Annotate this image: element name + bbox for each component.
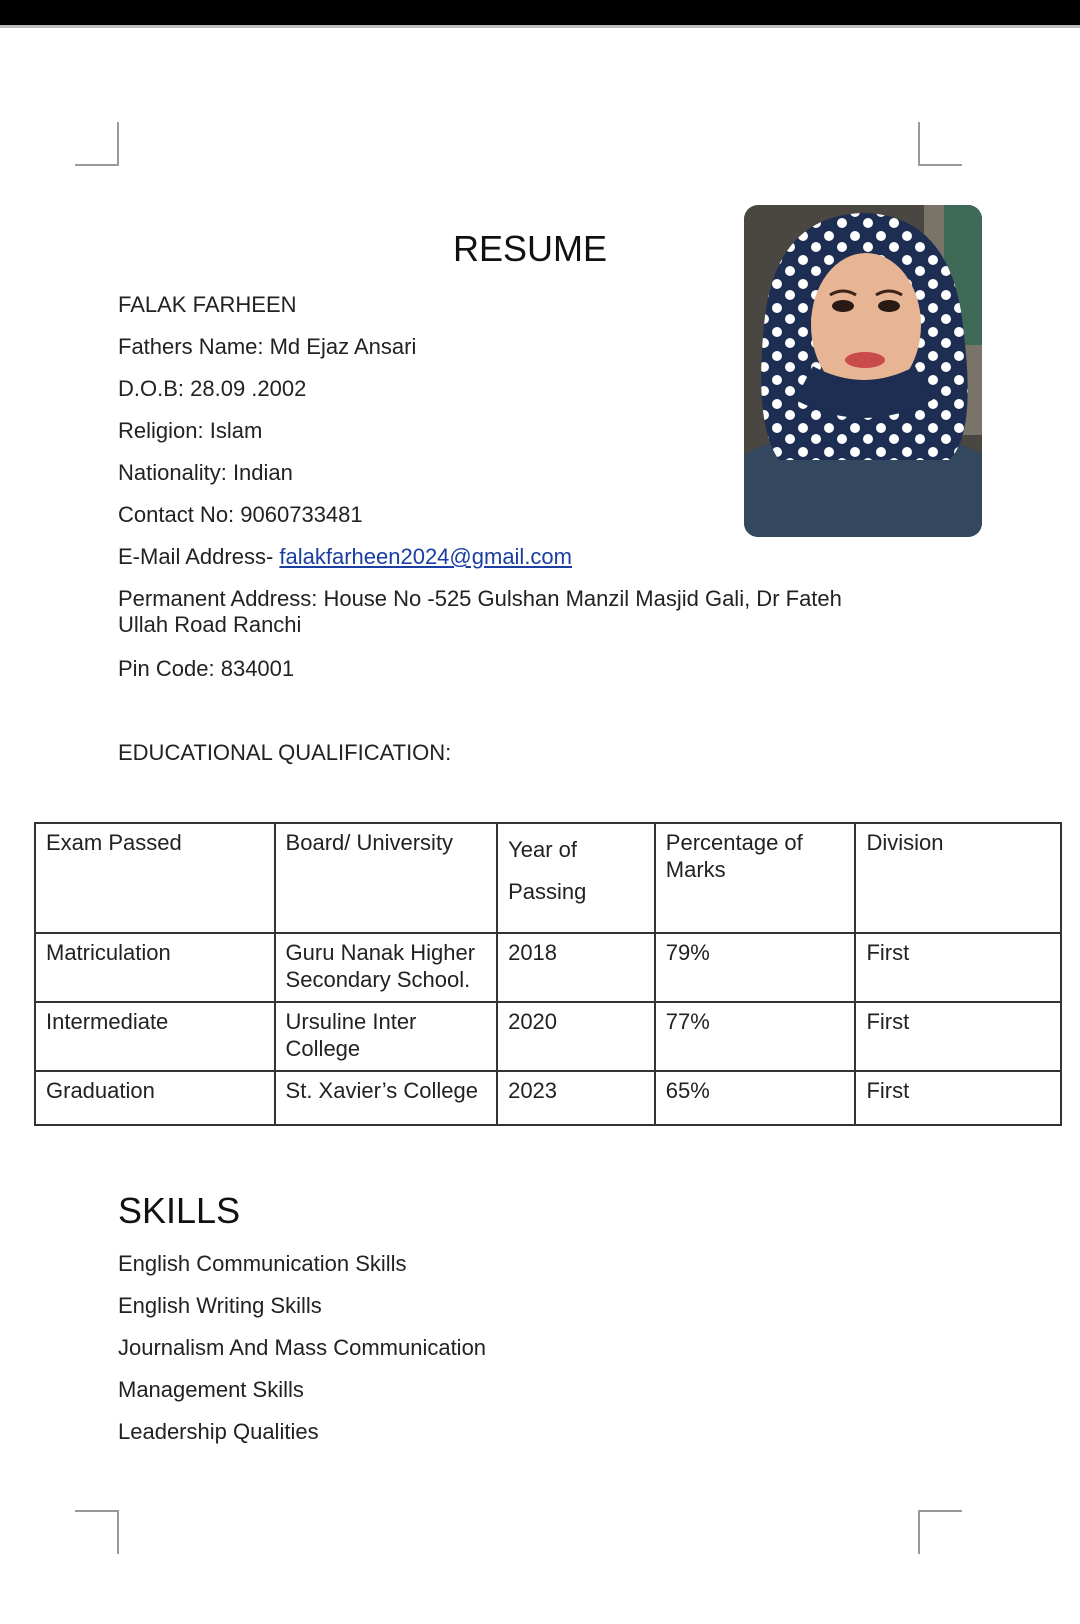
cell-board: St. Xavier’s College bbox=[275, 1071, 498, 1125]
email-label: E-Mail Address- bbox=[118, 544, 280, 569]
skills-title: SKILLS bbox=[118, 1190, 241, 1231]
list-item: English Writing Skills bbox=[118, 1293, 322, 1318]
religion: Religion: Islam bbox=[118, 418, 263, 443]
list-item: Journalism And Mass Communication bbox=[118, 1335, 487, 1360]
header-percentage: Percentage of Marks bbox=[655, 823, 856, 933]
email-line bbox=[118, 544, 888, 586]
cell-division: First bbox=[855, 1002, 1061, 1071]
cell-board: Ursuline Inter College bbox=[275, 1002, 498, 1071]
date-of-birth: D.O.B: 28.09 .2002 bbox=[118, 376, 307, 401]
fathers-name: Fathers Name: Md Ejaz Ansari bbox=[118, 334, 417, 359]
cell-percent: 65% bbox=[655, 1071, 856, 1125]
cell-division: First bbox=[855, 933, 1061, 1002]
cell-exam: Matriculation bbox=[35, 933, 275, 1002]
table-row bbox=[35, 933, 1061, 1002]
cell-percent: 77% bbox=[655, 1002, 856, 1071]
header-board-university: Board/ University bbox=[275, 823, 498, 933]
list-item: Leadership Qualities bbox=[118, 1419, 319, 1444]
cell-division: First bbox=[855, 1071, 1061, 1125]
contact-number: Contact No: 9060733481 bbox=[118, 502, 363, 527]
list-item: Management Skills bbox=[118, 1377, 304, 1402]
header-year-line-1: Year of bbox=[508, 837, 577, 862]
candidate-name: FALAK FARHEEN bbox=[118, 292, 297, 317]
top-status-bar bbox=[0, 0, 1080, 25]
permanent-address bbox=[118, 586, 888, 656]
list-item: English Communication Skills bbox=[118, 1251, 407, 1276]
skills-list bbox=[118, 1251, 486, 1461]
page-corner-mark-top-right bbox=[918, 122, 962, 166]
table-row bbox=[35, 1002, 1061, 1071]
top-divider bbox=[0, 25, 1080, 28]
table-header-row bbox=[35, 823, 1061, 933]
cell-exam: Intermediate bbox=[35, 1002, 275, 1071]
header-division: Division bbox=[855, 823, 1061, 933]
education-heading: EDUCATIONAL QUALIFICATION: bbox=[118, 740, 452, 765]
cell-year: 2018 bbox=[497, 933, 655, 1002]
resume-title: RESUME bbox=[452, 228, 608, 269]
header-year-of-passing bbox=[497, 823, 655, 933]
page-corner-mark-bottom-left bbox=[75, 1510, 119, 1554]
header-year-line-2: Passing bbox=[508, 879, 587, 904]
header-exam-passed: Exam Passed bbox=[35, 823, 275, 933]
address-line-2: Ullah Road Ranchi bbox=[118, 612, 302, 637]
address-line-1: Permanent Address: House No -525 Gulshan Manzil Masjid Gali, Dr Fateh bbox=[118, 586, 842, 611]
email-link[interactable]: falakfarheen2024@gmail.com bbox=[279, 544, 572, 569]
education-table bbox=[34, 822, 1062, 1126]
cell-year: 2023 bbox=[497, 1071, 655, 1125]
page-corner-mark-bottom-right bbox=[918, 1510, 962, 1554]
nationality: Nationality: Indian bbox=[118, 460, 293, 485]
cell-percent: 79% bbox=[655, 933, 856, 1002]
table-row bbox=[35, 1071, 1061, 1125]
cell-board: Guru Nanak Higher Secondary School. bbox=[275, 933, 498, 1002]
pin-code: Pin Code: 834001 bbox=[118, 656, 295, 681]
cell-year: 2020 bbox=[497, 1002, 655, 1071]
cell-exam: Graduation bbox=[35, 1071, 275, 1125]
personal-details bbox=[118, 292, 888, 698]
page-corner-mark-top-left bbox=[75, 122, 119, 166]
